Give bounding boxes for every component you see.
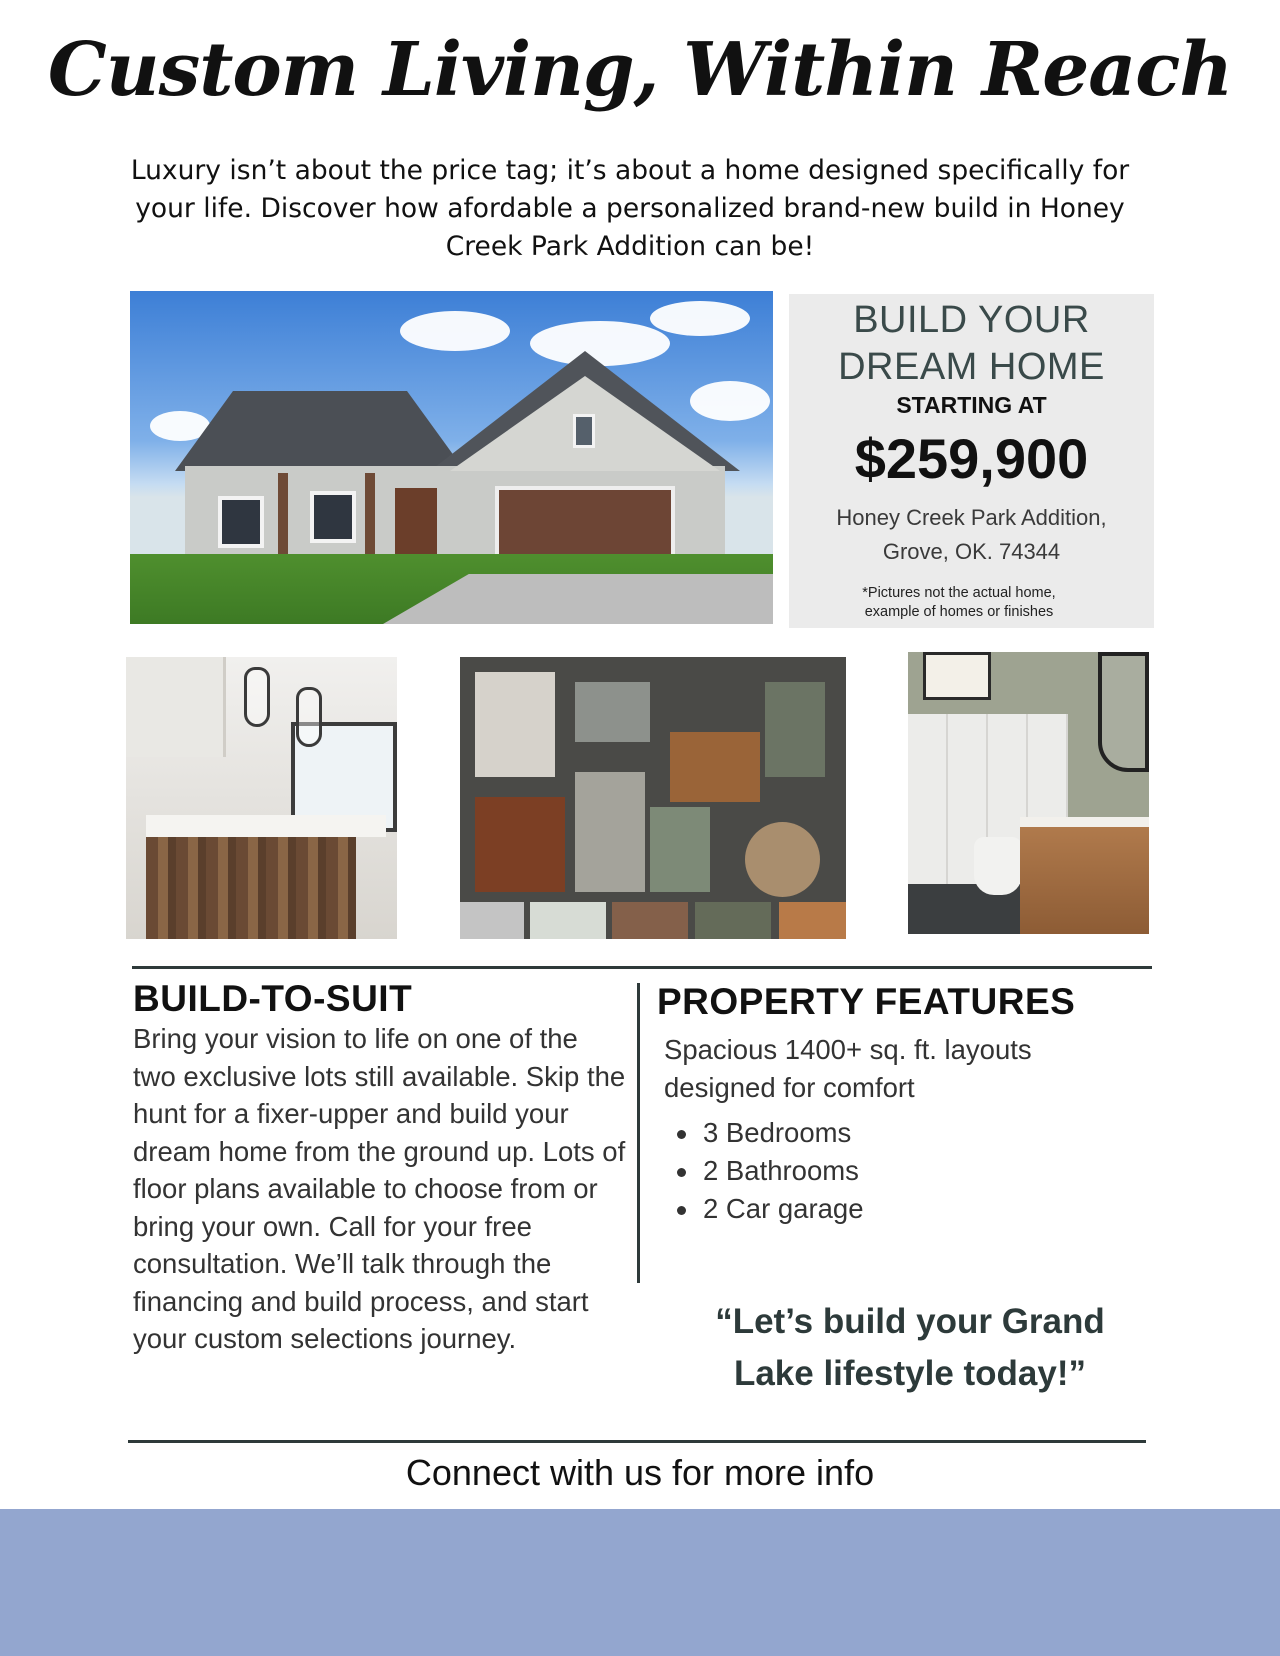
house-exterior-photo <box>130 291 773 624</box>
disclaimer-line2: example of homes or finishes <box>864 604 1054 620</box>
intro-text: Luxury isn’t about the price tag; it’s about a home designed specifically for your life. Discover how afordable a personalized brand-new build in Honey Creek Park Addition can be! <box>130 155 1130 262</box>
quote: “Let’s build your Grand Lake lifestyle today!” <box>715 1302 1105 1393</box>
price-box <box>789 294 1154 628</box>
swatch-walnut <box>612 902 688 939</box>
feature-bedrooms: 3 Bedrooms <box>671 1114 864 1152</box>
build-to-suit-body: Bring your vision to life on one of the two exclusive lots still available. Skip the hunt for a fixer-upper and build your dream home from the ground up. Lots of floor plans available to choose from or bring your own. Call for your free consultation. We’ll talk through the financing and build process, and start your custom selections journey. <box>133 1023 626 1354</box>
property-features-intro: Spacious 1400+ sq. ft. layouts designed for comfort <box>664 1034 1032 1103</box>
starting-at-label: STARTING AT <box>896 392 1047 418</box>
price-box-title-line1: BUILD YOUR <box>853 299 1090 341</box>
headline: Custom Living, Within Reach <box>47 27 1233 113</box>
build-to-suit-title: BUILD-TO-SUIT <box>133 978 413 1019</box>
footer-band <box>0 1509 1280 1656</box>
kitchen-photo <box>126 657 397 939</box>
price: $259,900 <box>854 427 1089 490</box>
swatch-olive <box>695 902 771 939</box>
disclaimer <box>789 584 1129 622</box>
property-features-list <box>671 1114 864 1228</box>
swatch-copper <box>779 902 846 939</box>
connect-cta: Connect with us for more info <box>405 1452 875 1493</box>
price-box-title-line2: DREAM HOME <box>838 346 1105 388</box>
feature-bathrooms: 2 Bathrooms <box>671 1152 864 1190</box>
disclaimer-line1: *Pictures not the actual home, <box>862 585 1056 601</box>
swatch-sage-white <box>530 902 606 939</box>
bottom-divider <box>128 1440 1146 1443</box>
swatch-light-gray <box>460 902 524 939</box>
bathroom-photo <box>908 652 1149 934</box>
column-divider <box>637 983 640 1283</box>
top-divider <box>132 966 1152 969</box>
finishes-moodboard-photo <box>460 657 846 939</box>
address-line1: Honey Creek Park Addition, <box>836 505 1107 530</box>
feature-garage: 2 Car garage <box>671 1190 864 1228</box>
address-line2: Grove, OK. 74344 <box>882 539 1061 564</box>
property-features-title: PROPERTY FEATURES <box>657 981 1076 1022</box>
